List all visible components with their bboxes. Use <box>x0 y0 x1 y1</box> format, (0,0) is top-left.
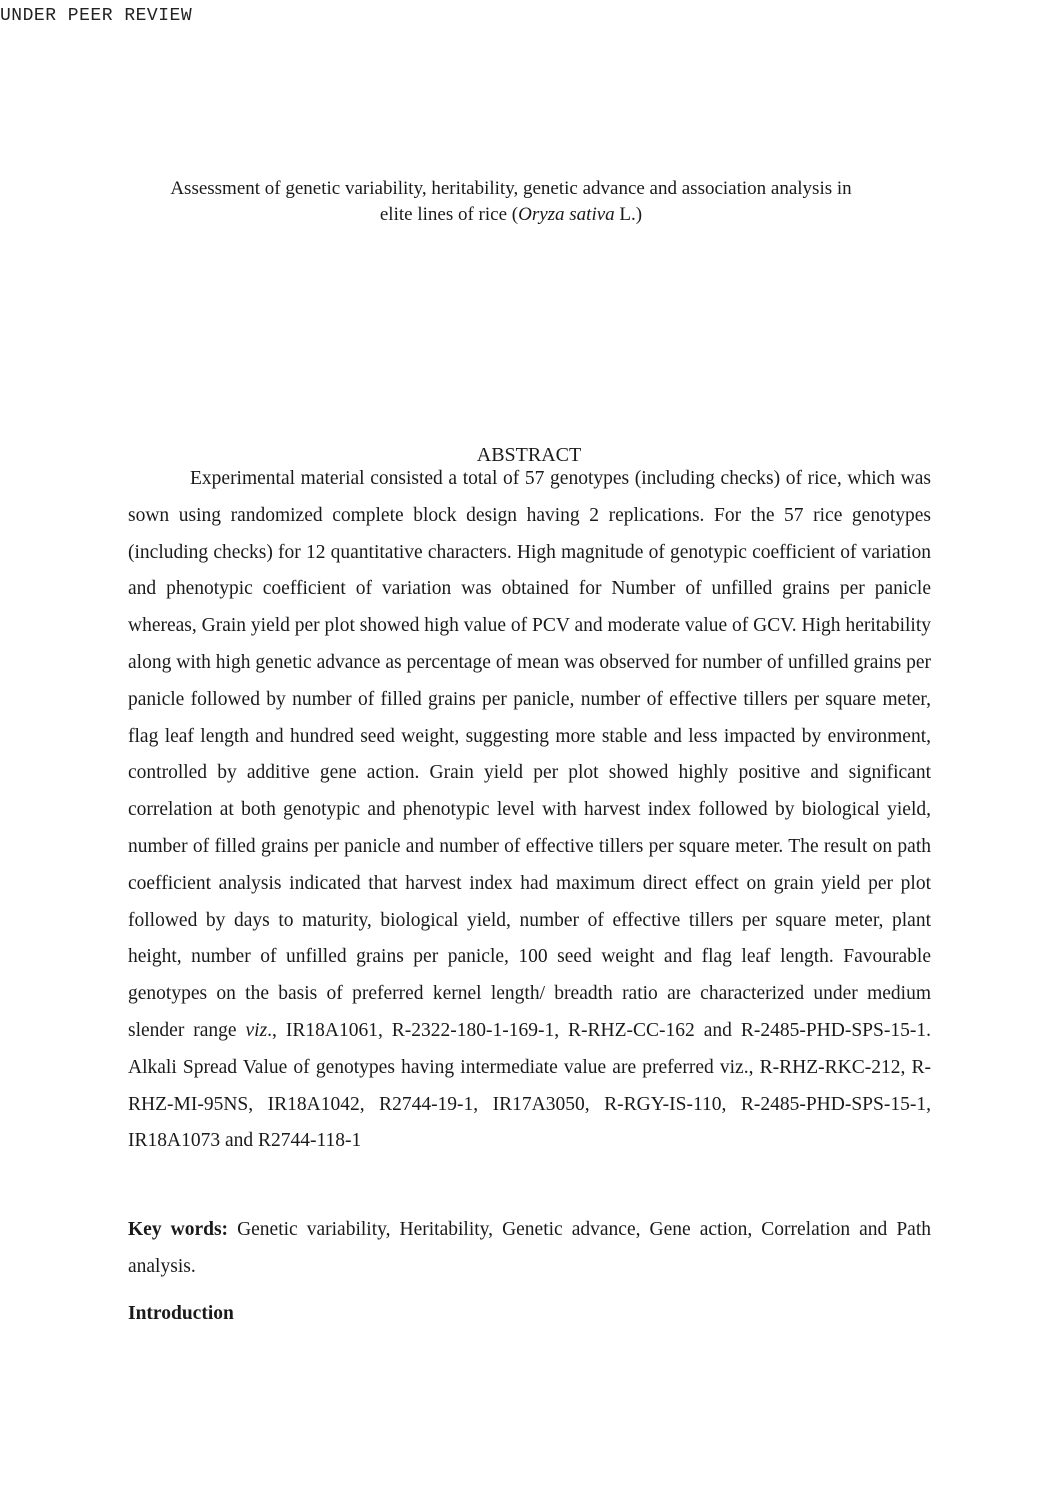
title-line-2-suffix: L.) <box>614 204 643 225</box>
keywords-text: Genetic variability, Heritability, Genetic advance, Gene action, Correlation and Path analysis. <box>128 1219 931 1277</box>
abstract-body <box>128 461 931 1160</box>
peer-review-stamp: UNDER PEER REVIEW <box>0 6 193 26</box>
abstract-heading: ABSTRACT <box>476 444 582 466</box>
title-line-2-prefix: elite lines of rice ( <box>379 204 519 225</box>
keywords-paragraph <box>128 1211 931 1285</box>
abstract-viz: viz <box>245 1019 268 1041</box>
introduction-heading: Introduction <box>128 1303 234 1324</box>
keywords-label: Key words: <box>128 1219 229 1240</box>
species-name: Oryza sativa <box>518 204 615 225</box>
title-line-1: Assessment of genetic variability, heritability, genetic advance and association analysis in <box>170 178 852 199</box>
paper-title <box>120 176 902 228</box>
abstract-text-part-2: ., IR18A1061, R-2322-180-1-169-1, R-RHZ-CC-162 and R-2485-PHD-SPS-15-1. Alkali Spread Value of genotypes having intermediate value are preferred viz., R-RHZ-RKC-212, R-RHZ-MI-95NS, IR18A1042, R2744-19-1, IR17A3050, R-RGY-IS-110, R-2485-PHD-SPS-15-1, IR18A1073 and R2744-118-1 <box>128 1019 931 1152</box>
abstract-text-part-1: Experimental material consisted a total of 57 genotypes (including checks) of rice, which was sown using randomized complete block design having 2 replications. For the 57 rice genotypes (including checks) for 12 quantitative characters. High magnitude of genotypic coefficient of variation and phenotypic coefficient of variation was obtained for Number of unfilled grains per panicle whereas, Grain yield per plot showed high value of PCV and moderate value of GCV. High heritability along with high genetic advance as percentage of mean was observed for number of unfilled grains per panicle followed by number of filled grains per panicle, number of effective tillers per square meter, flag leaf length and hundred seed weight, suggesting more stable and less impacted by environment, controlled by additive gene action. Grain yield per plot showed highly positive and significant correlation at both genotypic and phenotypic level with harvest index followed by biological yield, number of filled grains per panicle and number of effective tillers per square meter. The result on path coefficient analysis indicated that harvest index had maximum direct effect on grain yield per plot followed by days to maturity, biological yield, number of effective tillers per square meter, plant height, number of unfilled grains per panicle, 100 seed weight and flag leaf length. Favourable genotypes on the basis of preferred kernel length/ breadth ratio are characterized under medium slender range <box>128 468 931 1041</box>
